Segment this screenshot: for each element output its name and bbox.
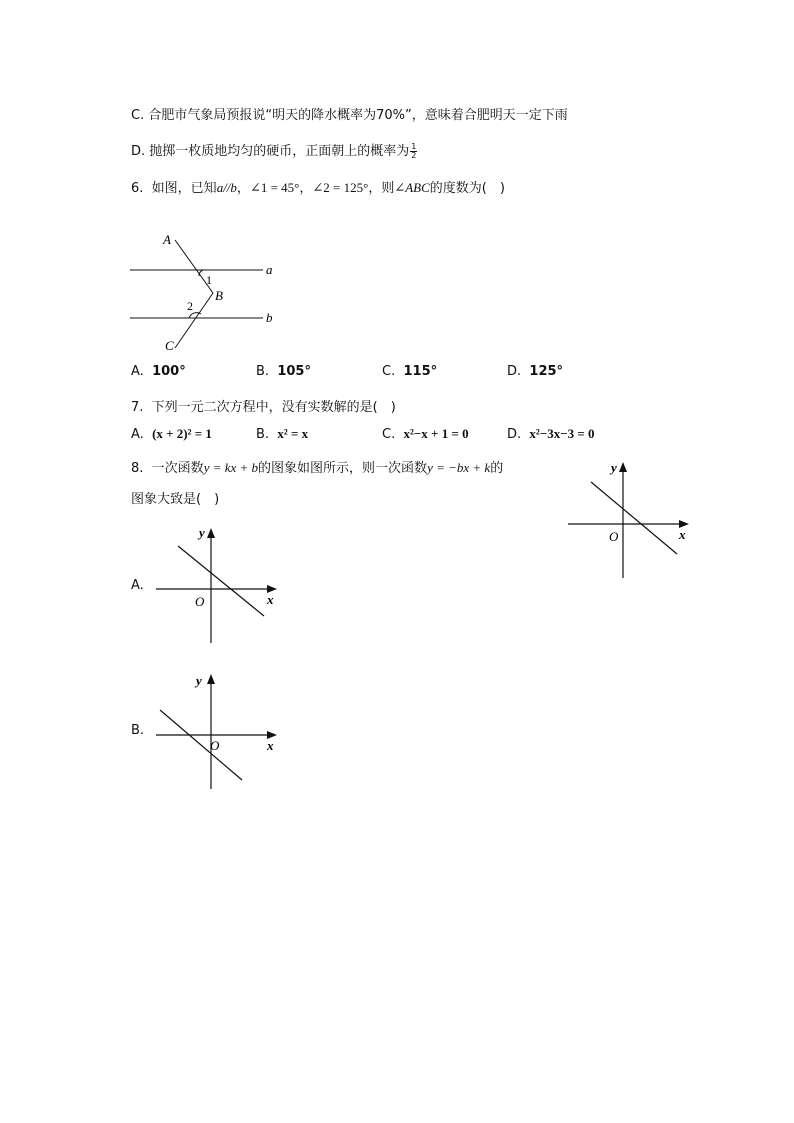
q6-stem-mid: ，则 [368,181,395,196]
segment-bc [175,293,213,348]
q7-option-c[interactable]: C. x²−x + 1 = 0 [382,426,469,442]
q6-stem: 6. 如图，已知a//b，∠1 = 45°，∠2 = 125°，则∠ABC的度数为( ) [131,180,505,196]
label-A: A [163,232,171,247]
q6-option-a[interactable]: A. 100° [131,364,186,379]
label-angle-2: 2 [187,299,193,313]
label-y: y [196,673,202,688]
label-origin: O [210,738,220,753]
q6-option-b[interactable]: B. 105° [256,364,311,379]
angle-2-arc [189,313,201,318]
q6-angle-abc: ∠ABC [394,180,430,195]
q6-angle1: ∠1 = 45° [249,180,300,195]
prev-option-d [131,140,417,160]
label-x: x [267,738,274,753]
label-C: C [165,338,174,353]
q6-stem-post: 的度数为( ) [429,181,505,196]
q8-stem-line1: 8. 一次函数y = kx + b的图象如图所示，则一次函数y = −bx + k的 [131,460,504,476]
q8-stem-line2: 图象大致是( ) [131,492,220,507]
q7-option-a[interactable]: A. (x + 2)² = 1 [131,426,212,442]
q8-number: 8. [131,461,144,476]
q7-stem-text: 下列一元二次方程中，没有实数解的是( ) [151,400,396,415]
q6-option-d[interactable]: D. 125° [507,364,564,379]
q6-option-c[interactable]: C. 115° [382,364,438,379]
q6-stem-pre: 如图，已知 [151,181,217,196]
label-x: x [679,527,686,542]
label-angle-1: 1 [206,273,212,287]
prev-option-c: C. 合肥市气象局预报说“明天的降水概率为70%”，意味着合肥明天一定下雨 [131,108,568,123]
label-origin: O [609,529,619,544]
q7-option-d[interactable]: D. x²−3x−3 = 0 [507,426,595,442]
q8-given-graph [565,458,695,583]
q6-parallel-lines-figure [125,228,285,358]
label-y: y [199,525,205,540]
q8-option-b[interactable]: B. [131,723,145,738]
q6-number: 6. [131,181,144,196]
q8-option-a-graph[interactable] [150,522,285,647]
label-b: b [266,310,273,325]
q8-func2: y = −bx + k [427,460,491,475]
q8-func1: y = kx + b [203,460,259,475]
y-axis-arrow [207,528,215,538]
prev-option-d-text: D. 抛掷一枚质地均匀的硬币，正面朝上的概率为 [131,144,410,159]
q7-option-b[interactable]: B. x² = x [256,426,309,442]
function-line [591,482,677,554]
label-origin: O [195,594,205,609]
function-line [178,546,264,616]
y-axis-arrow [207,674,215,684]
fraction-one-half: $\frac{1}{2}$ [411,142,417,160]
label-y: y [611,460,617,475]
y-axis-arrow [619,462,627,472]
q8-option-b-graph[interactable] [150,668,285,793]
label-B: B [215,288,223,303]
label-a: a [266,262,273,277]
function-line [160,710,242,780]
q7-number: 7. [131,400,144,415]
q7-stem [131,396,396,415]
q6-angle2: ∠2 = 125° [312,180,369,195]
label-x: x [267,592,274,607]
q8-option-a[interactable]: A. [131,578,144,593]
q6-parallel: a//b [216,180,237,195]
